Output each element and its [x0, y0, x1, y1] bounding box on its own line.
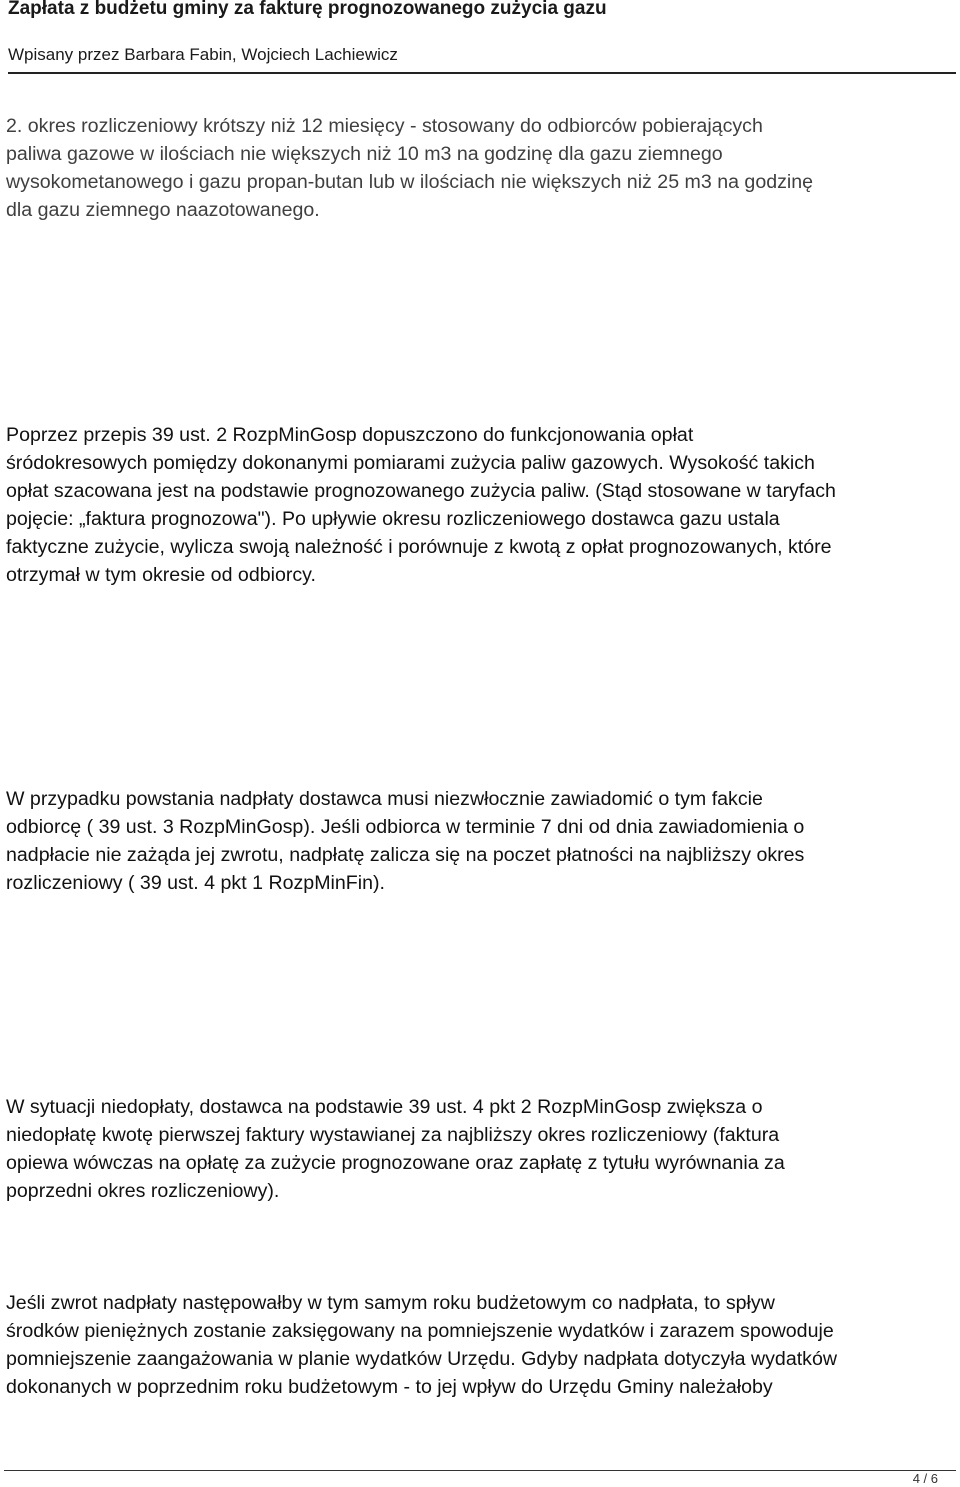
- text-line: śródokresowych pomiędzy dokonanymi pomiarami zużycia paliw gazowych. Wysokość takich: [6, 452, 815, 474]
- text-line: pomniejszenie zaangażowania w planie wydatków Urzędu. Gdyby nadpłata dotyczyła wydatków: [6, 1348, 838, 1370]
- text-line: Poprzez przepis 39 ust. 2 RozpMinGosp dopuszczono do funkcjonowania opłat: [6, 424, 694, 446]
- text-line: W sytuacji niedopłaty, dostawca na podstawie 39 ust. 4 pkt 2 RozpMinGosp zwiększa o: [6, 1096, 763, 1118]
- text-line: W przypadku powstania nadpłaty dostawca musi niezwłocznie zawiadomić o tym fakcie: [6, 788, 763, 810]
- text-line: opiewa wówczas na opłatę za zużycie prognozowane oraz zapłatę z tytułu wyrównania za: [6, 1152, 785, 1174]
- text-line: dla gazu ziemnego naazotowanego.: [6, 199, 320, 221]
- text-line: faktyczne zużycie, wylicza swoją należność i porównuje z kwotą z opłat prognozowanych, które: [6, 536, 832, 558]
- text-line: 2. okres rozliczeniowy krótszy niż 12 miesięcy - stosowany do odbiorców pobierających: [6, 115, 763, 137]
- header-divider: [8, 72, 956, 74]
- paragraph-underpayment: [6, 1093, 958, 1205]
- text-line: poprzedni okres rozliczeniowy).: [6, 1180, 280, 1202]
- paragraph-overpayment: [6, 785, 958, 897]
- text-line: nadpłacie nie zażąda jej zwrotu, nadpłatę zalicza się na poczet płatności na najbliższy okres: [6, 844, 805, 866]
- text-line: dokonanych w poprzednim roku budżetowym - to jej wpływ do Urzędu Gminy należałoby: [6, 1376, 773, 1398]
- text-line: niedopłatę kwotę pierwszej faktury wystawianej za najbliższy okres rozliczeniowy (faktura: [6, 1124, 780, 1146]
- text-line: odbiorcę ( 39 ust. 3 RozpMinGosp). Jeśli odbiorca w terminie 7 dni od dnia zawiadomienia o: [6, 816, 805, 838]
- footer-divider: [4, 1470, 956, 1471]
- text-line: Jeśli zwrot nadpłaty następowałby w tym samym roku budżetowym co nadpłata, to spływ: [6, 1292, 775, 1314]
- document-title: Zapłata z budżetu gminy za fakturę prognozowanego zużycia gazu: [8, 0, 607, 19]
- paragraph-billing-period: [6, 112, 958, 224]
- paragraph-interim-payments: [6, 421, 958, 589]
- page-number: 4 / 6: [912, 1471, 938, 1486]
- text-line: rozliczeniowy ( 39 ust. 4 pkt 1 RozpMinFin).: [6, 872, 385, 894]
- text-line: otrzymał w tym okresie od odbiorcy.: [6, 564, 316, 586]
- text-line: pojęcie: „faktura prognozowa"). Po upływie okresu rozliczeniowego dostawca gazu ustala: [6, 508, 780, 530]
- text-line: opłat szacowana jest na podstawie prognozowanego zużycia paliw. (Stąd stosowane w taryfach: [6, 480, 836, 502]
- text-line: paliwa gazowe w ilościach nie większych niż 10 m3 na godzinę dla gazu ziemnego: [6, 143, 723, 165]
- text-line: środków pieniężnych zostanie zaksięgowany na pomniejszenie wydatków i zarazem spowoduje: [6, 1320, 834, 1342]
- document-authors: Wpisany przez Barbara Fabin, Wojciech Lachiewicz: [8, 45, 398, 64]
- text-line: wysokometanowego i gazu propan-butan lub w ilościach nie większych niż 25 m3 na godzinę: [6, 171, 814, 193]
- paragraph-refund: [6, 1289, 958, 1401]
